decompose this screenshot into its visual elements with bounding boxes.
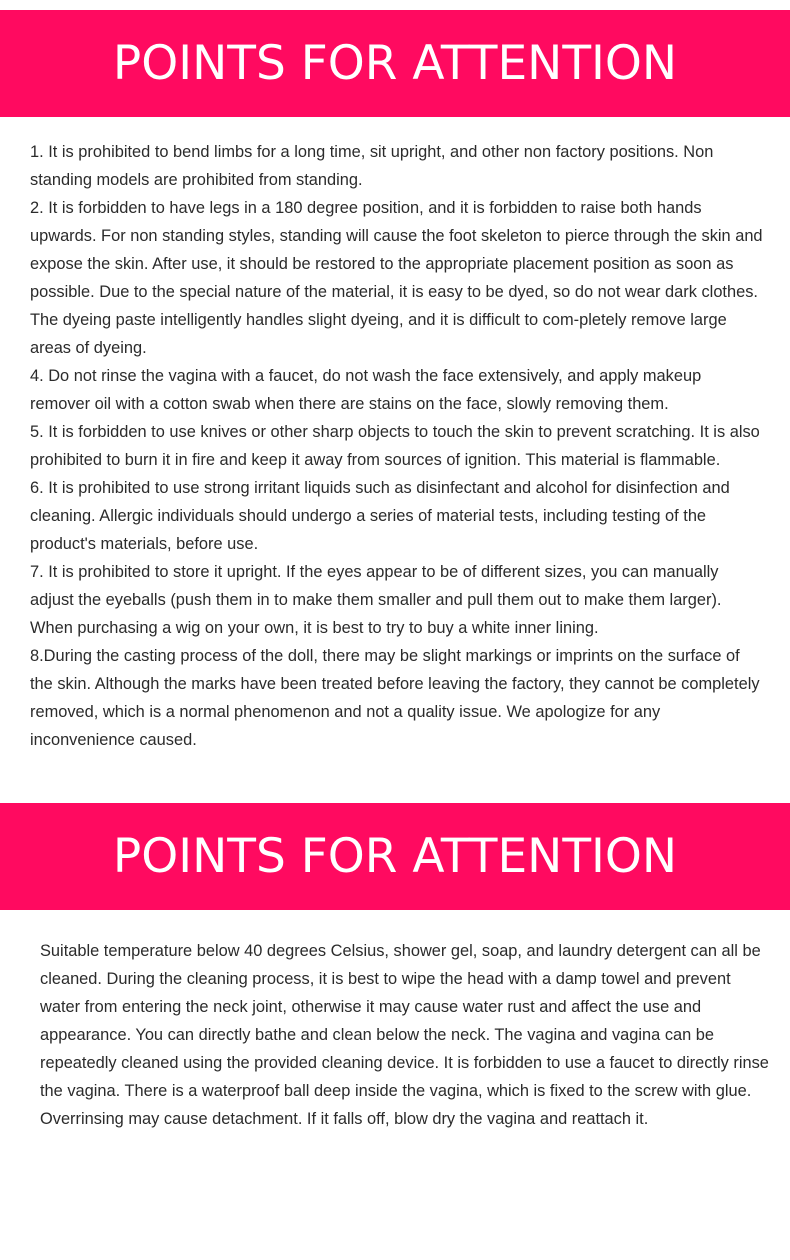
banner-title: POINTS FOR ATTENTION: [112, 829, 678, 884]
attention-notes-list: [30, 138, 765, 754]
note-item: 1. It is prohibited to bend limbs for a long time, sit upright, and other non factory positions. Non standing models are prohibited from standing.: [30, 143, 714, 189]
attention-banner-top: [0, 10, 790, 117]
note-item: 5. It is forbidden to use knives or other sharp objects to touch the skin to prevent scratching. It is also prohibited to burn it in fire and keep it away from sources of ignition. This material is flammable.: [30, 423, 760, 469]
note-item: 6. It is prohibited to use strong irritant liquids such as disinfectant and alcohol for disinfection and cleaning. Allergic individuals should undergo a series of material tests, including testing of the product's materials, before use.: [30, 479, 730, 553]
banner-title: POINTS FOR ATTENTION: [112, 36, 678, 91]
note-item: 4. Do not rinse the vagina with a faucet, do not wash the face extensively, and apply makeup remover oil with a cotton swab when there are stains on the face, slowly removing them.: [30, 367, 702, 413]
note-item: 8.During the casting process of the doll, there may be slight markings or imprints on the surface of the skin. Although the marks have been treated before leaving the factory, they cannot be completely removed, which is a normal phenomenon and not a quality issue. We apologize for any inconvenience caused.: [30, 647, 760, 749]
cleaning-paragraph: Suitable temperature below 40 degrees Celsius, shower gel, soap, and laundry detergent can all be cleaned. During the cleaning process, it is best to wipe the head with a damp towel and prevent water from entering the neck joint, otherwise it may cause water rust and affect the use and appearance. You can directly bathe and clean below the neck. The vagina and vagina can be repeatedly cleaned using the provided cleaning device. It is forbidden to use a faucet to directly rinse the vagina. There is a waterproof ball deep inside the vagina, which is fixed to the screw with glue. Overrinsing may cause detachment. If it falls off, blow dry the vagina and reattach it.: [40, 942, 769, 1128]
attention-banner-bottom: [0, 803, 790, 910]
cleaning-instructions: [40, 937, 772, 1133]
note-item: 2. It is forbidden to have legs in a 180 degree position, and it is forbidden to raise both hands upwards. For non standing styles, standing will cause the foot skeleton to pierce through the skin and expose the skin. After use, it should be restored to the appropriate placement position as soon as possible. Due to the special nature of the material, it is easy to be dyed, so do not wear dark clothes. The dyeing paste intelligently handles slight dyeing, and it is difficult to com-pletely remove large areas of dyeing.: [30, 199, 763, 357]
note-item: 7. It is prohibited to store it upright. If the eyes appear to be of different sizes, you can manually adjust the eyeballs (push them in to make them smaller and pull them out to make them larger). When purchasing a wig on your own, it is best to try to buy a white inner lining.: [30, 563, 722, 637]
